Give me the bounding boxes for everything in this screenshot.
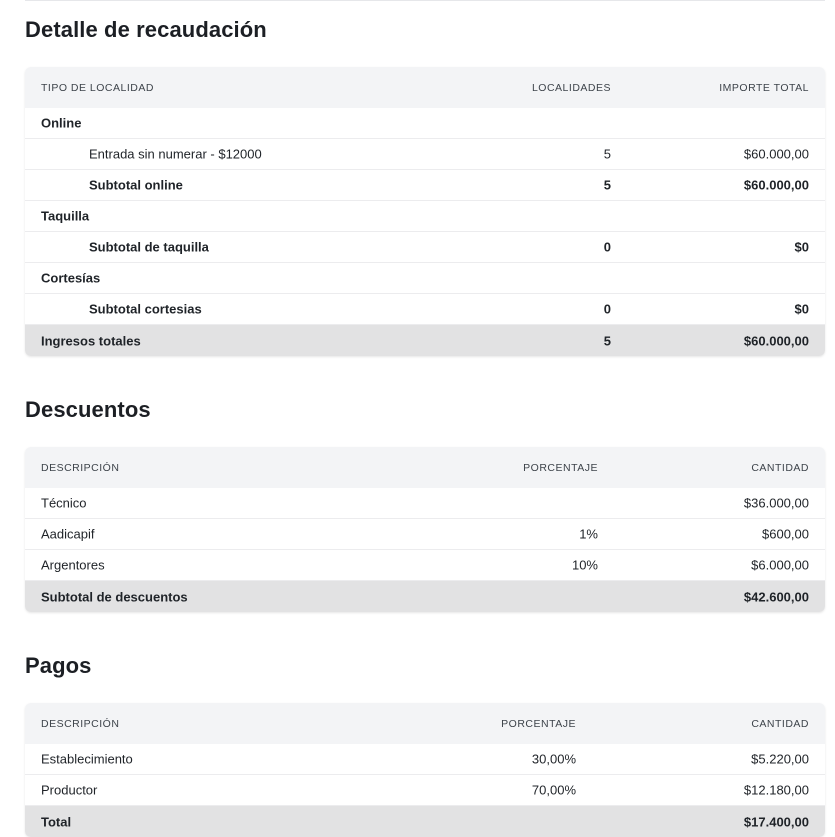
row-amount: $60.000,00 — [743, 177, 809, 193]
row-pct: 30,00% — [531, 751, 576, 767]
recaudacion-table — [25, 67, 825, 356]
total-qty: 5 — [603, 333, 611, 348]
row-label: Productor — [41, 782, 98, 798]
pagos-title: Pagos — [25, 653, 92, 678]
descuentos-title: Descuentos — [25, 397, 151, 422]
row-amount: $5.220,00 — [751, 751, 809, 767]
total-row — [25, 581, 825, 612]
total-row — [25, 806, 825, 837]
table-row — [25, 519, 825, 550]
row-pct: 10% — [571, 557, 598, 573]
row-amount: $60.000,00 — [743, 146, 809, 162]
total-amount: $17.400,00 — [743, 814, 809, 829]
top-divider — [25, 0, 825, 1]
group-label: Cortesías — [41, 270, 101, 286]
row-amount: $12.180,00 — [743, 782, 809, 798]
table-row — [25, 550, 825, 581]
header-importe-total: IMPORTE TOTAL — [719, 81, 809, 94]
row-pct: 1% — [579, 526, 598, 542]
total-label: Ingresos totales — [41, 333, 141, 348]
row-amount: $0 — [794, 301, 809, 317]
header-localidades: LOCALIDADES — [531, 81, 611, 94]
table-row — [25, 775, 825, 806]
row-label: Subtotal online — [89, 177, 183, 193]
table-row — [25, 139, 825, 170]
group-row-cortesias — [25, 263, 825, 294]
pagos-table — [25, 703, 825, 837]
row-amount: $36.000,00 — [743, 495, 809, 511]
row-label: Establecimiento — [41, 751, 133, 767]
row-qty: 0 — [603, 301, 611, 317]
row-label: Subtotal de taquilla — [89, 239, 209, 255]
header-porcentaje: PORCENTAJE — [501, 717, 576, 730]
total-row — [25, 325, 825, 356]
subtotal-row-online — [25, 170, 825, 201]
table-header — [25, 703, 825, 744]
subtotal-row-cortesias — [25, 294, 825, 325]
total-label: Total — [41, 814, 72, 829]
header-descripcion: DESCRIPCIÓN — [41, 461, 120, 474]
total-label: Subtotal de descuentos — [41, 589, 188, 604]
row-qty: 5 — [603, 177, 611, 193]
table-header — [25, 447, 825, 488]
table-header — [25, 67, 825, 108]
total-amount: $60.000,00 — [743, 333, 809, 348]
group-label: Taquilla — [41, 208, 90, 224]
header-cantidad: CANTIDAD — [751, 461, 809, 474]
table-row — [25, 488, 825, 519]
table-row — [25, 744, 825, 775]
row-qty: 0 — [603, 239, 611, 255]
row-amount: $600,00 — [762, 526, 809, 542]
row-amount: $0 — [794, 239, 809, 255]
total-amount: $42.600,00 — [743, 589, 809, 604]
descuentos-table — [25, 447, 825, 612]
row-label: Aadicapif — [41, 526, 95, 542]
row-label: Entrada sin numerar - $12000 — [89, 146, 262, 162]
header-descripcion: DESCRIPCIÓN — [41, 717, 120, 730]
row-pct: 70,00% — [531, 782, 576, 798]
group-row-taquilla — [25, 201, 825, 232]
header-tipo-localidad: TIPO DE LOCALIDAD — [41, 81, 154, 94]
group-label: Online — [41, 115, 82, 131]
recaudacion-title: Detalle de recaudación — [25, 17, 267, 42]
subtotal-row-taquilla — [25, 232, 825, 263]
header-cantidad: CANTIDAD — [751, 717, 809, 730]
header-porcentaje: PORCENTAJE — [523, 461, 598, 474]
row-label: Subtotal cortesias — [89, 301, 202, 317]
row-amount: $6.000,00 — [751, 557, 809, 573]
row-label: Técnico — [41, 495, 87, 511]
group-row-online — [25, 108, 825, 139]
row-qty: 5 — [603, 146, 611, 162]
row-label: Argentores — [41, 557, 105, 573]
